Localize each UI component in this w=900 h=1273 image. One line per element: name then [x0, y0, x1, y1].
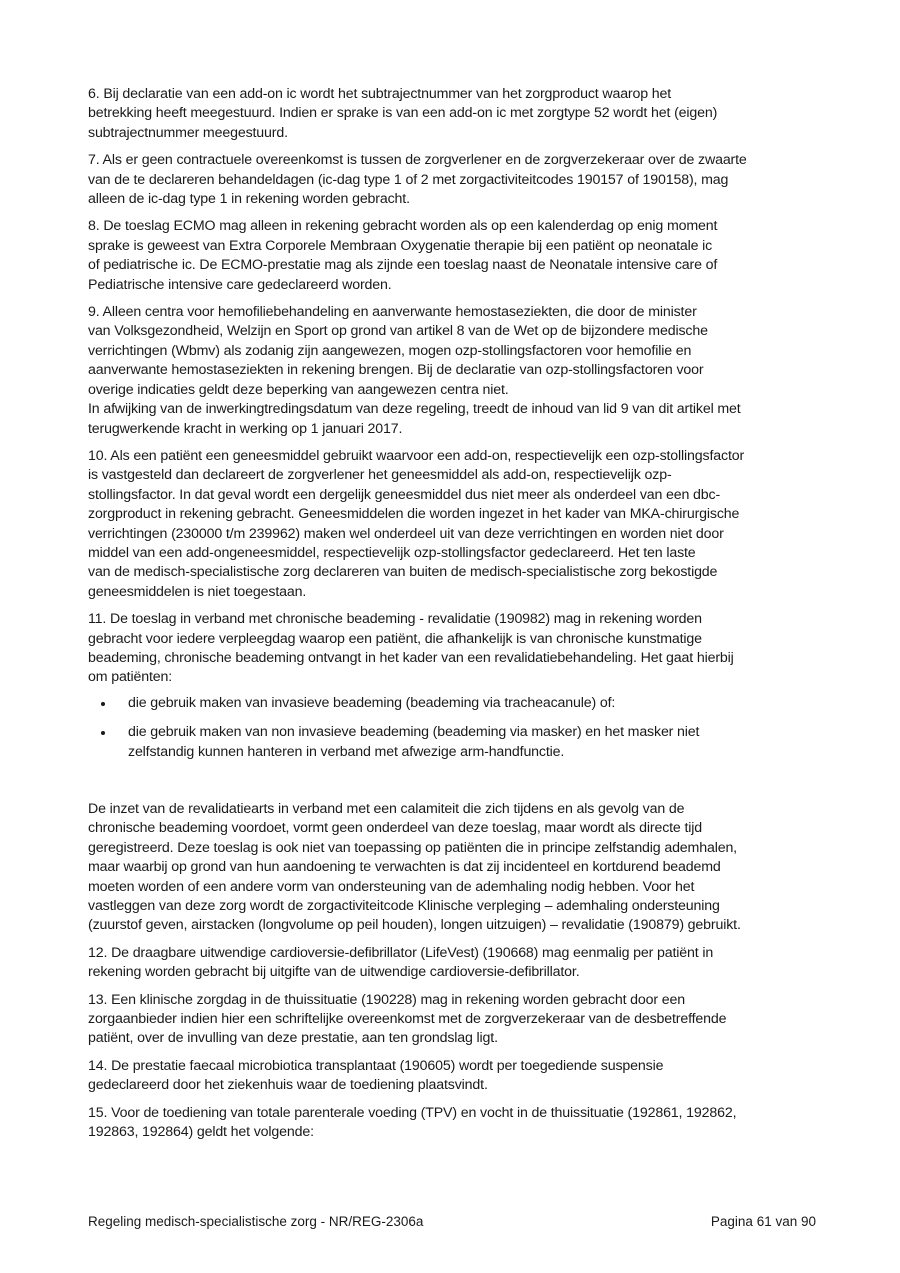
footer-document-title: Regeling medisch-specialistische zorg - NR/REG-2306a: [88, 1214, 424, 1229]
bullet-list: [88, 694, 828, 762]
paragraph-art-6: [88, 85, 828, 143]
text-line: Pediatrische intensive care gedeclareerd worden.: [88, 276, 392, 293]
text-line: van Volksgezondheid, Welzijn en Sport op grond van artikel 8 van de Wet op de bijzondere medische: [88, 323, 708, 340]
text-line: In afwijking van de inwerkingtredingsdatum van deze regeling, treedt de inhoud van lid 9 van dit artikel met: [88, 401, 741, 418]
text-line: gedeclareerd door het ziekenhuis waar de toediening plaatsvindt.: [88, 1077, 488, 1094]
text-line: is vastgesteld dan declareert de zorgverlener het geneesmiddel als add-on, respectievelijk ozp-: [88, 467, 672, 484]
text-line: 14. De prestatie faecaal microbiotica transplantaat (190605) wordt per toegediende suspensie: [88, 1057, 664, 1074]
text-line: chronische beademing voordoet, vormt geen onderdeel van deze toeslag, maar wordt als directe tijd: [88, 820, 703, 837]
text-line: sprake is geweest van Extra Corporele Membraan Oxygenatie therapie bij een patiënt op neonatale ic: [88, 237, 713, 254]
bullet-text-line: zelfstandig kunnen hanteren in verband met afwezige arm-handfunctie.: [128, 743, 565, 760]
text-line: 8. De toeslag ECMO mag alleen in rekening gebracht worden als op een kalenderdag op enig moment: [88, 218, 718, 235]
bullet-text-line: die gebruik maken van invasieve beademing (beademing via tracheacanule) of:: [128, 694, 616, 711]
text-line: om patiënten:: [88, 669, 173, 686]
text-line: rekening worden gebracht bij uitgifte van de uitwendige cardioversie-defibrillator.: [88, 964, 580, 981]
paragraph-art-11: [88, 610, 828, 792]
text-line: geregistreerd. Deze toeslag is ook niet van toepassing op patiënten die in principe zelfstandig ademhalen,: [88, 839, 737, 856]
text-line: 9. Alleen centra voor hemofiliebehandeling en aanverwante hemostaseziekten, die door de minister: [88, 304, 697, 321]
text-line: verrichtingen (Wbmv) als zodanig zijn aangewezen, mogen ozp-stollingsfactoren voor hemofilie en: [88, 342, 692, 359]
bullet-text-line: die gebruik maken van non invasieve beademing (beademing via masker) en het masker niet: [128, 724, 700, 741]
text-line: 12. De draagbare uitwendige cardioversie-defibrillator (LifeVest) (190668) mag eenmalig per patiënt in: [88, 944, 714, 961]
text-line: 7. Als er geen contractuele overeenkomst is tussen de zorgverlener en de zorgverzekeraar over de zwaarte: [88, 152, 747, 169]
text-line: van de te declareren behandeldagen (ic-dag type 1 of 2 met zorgactiviteitcodes 190157 of 190158), mag: [88, 171, 729, 188]
text-line: 192863, 192864) geldt het volgende:: [88, 1124, 314, 1141]
text-line: middel van een add-ongeneesmiddel, respectievelijk ozp-stollingsfactor gedeclareerd. Het ten laste: [88, 544, 696, 561]
text-line: stollingsfactor. In dat geval wordt een dergelijk geneesmiddel dus niet meer als onderdeel van een dbc-: [88, 486, 721, 503]
text-line: gebracht voor iedere verpleegdag waarop een patiënt, die afhankelijk is van chronische kunstmatige: [88, 630, 702, 647]
paragraph-art-7: [88, 151, 828, 209]
text-line: geneesmiddelen is niet toegestaan.: [88, 583, 307, 600]
text-line: 6. Bij declaratie van een add-on ic wordt het subtrajectnummer van het zorgproduct waarop het: [88, 86, 672, 102]
bullet-icon: [101, 702, 105, 706]
paragraph-art-9: [88, 303, 828, 439]
text-line: beademing, chronische beademing ontvangt in het kader van een revalidatiebehandeling. Het gaat hierbij: [88, 649, 734, 666]
text-line: maar waarbij op grond van hun aandoening te verwachten is dat zij incidenteel en kortdurend beademd: [88, 859, 721, 876]
page-footer: [88, 1213, 816, 1231]
paragraph-art-14: [88, 1057, 828, 1096]
text-line: 11. De toeslag in verband met chronische beademing - revalidatie (190982) mag in rekening worden: [88, 611, 702, 628]
text-line: zorgaanbieder indien hier een schriftelijke overeenkomst met de zorgverzekeraar van de desbetreffende: [88, 1011, 727, 1028]
bullet-item: [88, 723, 828, 762]
text-line: De inzet van de revalidatiearts in verband met een calamiteit die zich tijdens en als gevolg van de: [88, 801, 685, 817]
text-line: terugwerkende kracht in werking op 1 januari 2017.: [88, 420, 403, 437]
text-line: 15. Voor de toediening van totale parenterale voeding (TPV) en vocht in de thuissituatie (192861, 192862,: [88, 1104, 737, 1121]
spacer: [88, 772, 828, 792]
bullet-item: [88, 694, 828, 713]
text-line: subtrajectnummer meegestuurd.: [88, 124, 288, 141]
text-line: vastleggen van deze zorg wordt de zorgactiviteitcode Klinische verpleging – ademhaling ondersteuning: [88, 898, 720, 915]
text-line: alleen de ic-dag type 1 in rekening worden gebracht.: [88, 191, 410, 208]
paragraph-art-11-continued: [88, 800, 828, 936]
text-line: aanverwante hemostaseziekten in rekening brengen. Bij de declaratie van ozp-stollingsfactoren voor: [88, 362, 704, 379]
text-line: 13. Een klinische zorgdag in de thuissituatie (190228) mag in rekening worden gebracht door een: [88, 991, 685, 1008]
text-line: 10. Als een patiënt een geneesmiddel gebruikt waarvoor een add-on, respectievelijk een ozp-stollingsfactor: [88, 447, 745, 464]
document-body: [88, 85, 828, 1151]
text-line: (zuurstof geven, airstacken (longvolume op peil houden), longen uitzuigen) – revalidatie (190879) gebruikt.: [88, 917, 741, 934]
paragraph-art-15: [88, 1104, 828, 1143]
text-line: van de medisch-specialistische zorg declareren van buiten de medisch-specialistische zorg bekostigde: [88, 564, 718, 581]
text-line: moeten worden of een andere vorm van ondersteuning van de ademhaling nodig hebben. Voor het: [88, 878, 695, 895]
paragraph-art-12: [88, 944, 828, 983]
text-line: verrichtingen (230000 t/m 239962) maken wel onderdeel uit van deze verrichtingen en worden niet door: [88, 525, 724, 542]
paragraph-art-8: [88, 217, 828, 295]
footer-page-number: Pagina 61 van 90: [710, 1214, 816, 1229]
text-line: betrekking heeft meegestuurd. Indien er sprake is van een add-on ic met zorgtype 52 wordt het (eigen): [88, 105, 718, 122]
text-line: of pediatrische ic. De ECMO-prestatie mag als zijnde een toeslag naast de Neonatale intensive care of: [88, 257, 718, 274]
text-line: overige indicaties geldt deze beperking van aangewezen centra niet.: [88, 381, 509, 398]
text-line: zorgproduct in rekening gebracht. Geneesmiddelen die worden ingezet in het kader van MKA-chirurgische: [88, 506, 740, 523]
paragraph-art-10: [88, 447, 828, 602]
paragraph-art-13: [88, 991, 828, 1049]
text-line: patiënt, over de invulling van deze prestatie, aan ten grondslag ligt.: [88, 1030, 498, 1047]
bullet-icon: [101, 731, 105, 735]
